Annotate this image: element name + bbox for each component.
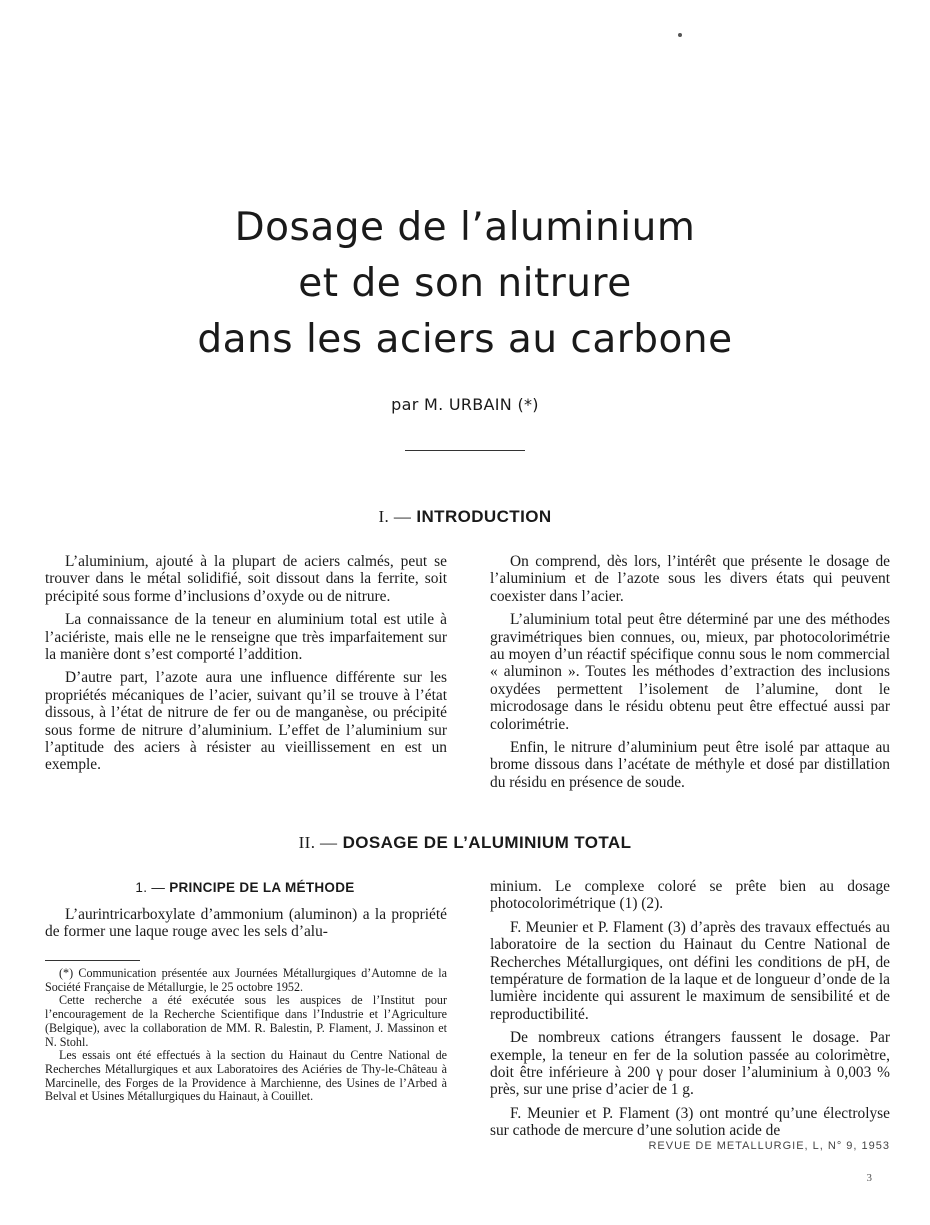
section-2-title: DOSAGE DE L’ALUMINIUM TOTAL bbox=[342, 833, 632, 852]
paragraph: L’aluminium total peut être déterminé par une des méthodes gravimétriques bien connues, ou, mieux, par photocolorimétrie au moyen d’un réactif spécifique connu sous le nom commercial « aluminon ». Toutes les méthodes d’extraction des inclusions oxydées permettent l’isolement de l’alumine, dont le microdosage dans le résidu obtenu peut être effectué aussi par colorimétrie. bbox=[490, 611, 890, 733]
paragraph-continuation: minium. Le complexe coloré se prête bien au dosage photocolorimétrique (1) (2). bbox=[490, 878, 890, 913]
section-1-heading bbox=[0, 507, 930, 527]
section-2-left-column bbox=[45, 906, 447, 947]
title-line-3: dans les aciers au carbone bbox=[197, 317, 733, 362]
section-2-number: II. — bbox=[298, 833, 338, 852]
paragraph: D’autre part, l’azote aura une influence différente sur les propriétés mécaniques de l’acier, suivant qu’il se trouve à l’état dissous, à l’état de nitrure de fer ou de manganèse, ou précipité sous forme de nitrure d’aluminium. L’effet de l’aluminium sur l’aptitude des aciers à résister au vieillissement en est un exemple. bbox=[45, 669, 447, 774]
intro-left-column bbox=[45, 553, 447, 780]
footnote: Les essais ont été effectués à la section du Hainaut du Centre National de Recherches Métallurgiques et aux Laboratoires des Aciéries de Thy-le-Château à Marcinelle, des Forges de la Providence à Marchienne, des Usines de l’Arbed à Belval et Usines Métallurgiques du Hainaut, à Couillet. bbox=[45, 1048, 447, 1104]
footnote: Cette recherche a été exécutée sous les auspices de l’Institut pour l’encouragement de la Recherche Scientifique dans l’Industrie et l’Agriculture (Belgique), avec la collaboration de MM. R. Balestin, P. Flament, J. Massinon et N. Stohl. bbox=[45, 993, 447, 1049]
paragraph: F. Meunier et P. Flament (3) d’après des travaux effectués au laboratoire de la section du Hainaut du Centre National de Recherches Métallurgiques, ont défini les conditions de pH, de température de formation de la laque et de longueur d’onde de la lumière incidente qui assurent le maximum de sensibilité et de reproductibilité. bbox=[490, 918, 890, 1023]
page-number: 3 bbox=[866, 1172, 872, 1184]
title-divider bbox=[405, 450, 525, 451]
intro-right-column bbox=[490, 553, 890, 797]
print-speck bbox=[678, 33, 682, 37]
title-line-1: Dosage de l’aluminium bbox=[234, 205, 696, 250]
title-line-2: et de son nitrure bbox=[298, 261, 632, 306]
article-title bbox=[0, 200, 930, 368]
journal-reference: REVUE DE METALLURGIE, L, N° 9, 1953 bbox=[648, 1140, 890, 1152]
paragraph: L’aurintricarboxylate d’ammonium (aluminon) a la propriété de former une laque rouge avec les sels d’alu- bbox=[45, 906, 447, 941]
section-1-title: INTRODUCTION bbox=[416, 507, 552, 526]
subsection-heading bbox=[45, 880, 445, 895]
section-1-number: I. — bbox=[378, 507, 412, 526]
paragraph: De nombreux cations étrangers faussent le dosage. Par exemple, la teneur en fer de la solution passée au colorimètre, doit être inférieure à 200 γ pour doser l’aluminium à 0,003 % près, sur une prise d’acier de 1 g. bbox=[490, 1029, 890, 1099]
paragraph: L’aluminium, ajouté à la plupart de aciers calmés, peut se trouver dans le métal solidifié, soit dissout dans la ferrite, soit précipité sous forme d’inclusions d’oxyde ou de nitrure. bbox=[45, 553, 447, 605]
author-line: par M. URBAIN (*) bbox=[391, 395, 539, 414]
paragraph: Enfin, le nitrure d’aluminium peut être isolé par attaque au brome dissous dans l’acétate de méthyle et dosé par distillation du résidu en présence de soude. bbox=[490, 739, 890, 791]
section-2-right-column bbox=[490, 878, 890, 1146]
footnote-divider bbox=[45, 960, 140, 961]
subsection-title: PRINCIPE DE LA MÉTHODE bbox=[169, 880, 355, 895]
subsection-number: 1. — bbox=[135, 880, 166, 895]
footnotes bbox=[45, 967, 447, 1104]
paragraph: On comprend, dès lors, l’intérêt que présente le dosage de l’aluminium et de l’azote sous les divers états qui peuvent coexister dans l’acier. bbox=[490, 553, 890, 605]
section-2-heading bbox=[0, 833, 930, 853]
paragraph: La connaissance de la teneur en aluminium total est utile à l’aciériste, mais elle ne le renseigne que très imparfaitement sur la manière dont s’est comporté l’addition. bbox=[45, 611, 447, 664]
paragraph: F. Meunier et P. Flament (3) ont montré qu’une électrolyse sur cathode de mercure d’une solution acide de bbox=[490, 1104, 890, 1140]
footnote: (*) Communication présentée aux Journées Métallurgiques d’Automne de la Société Française de Métallurgie, le 25 octobre 1952. bbox=[45, 966, 447, 994]
